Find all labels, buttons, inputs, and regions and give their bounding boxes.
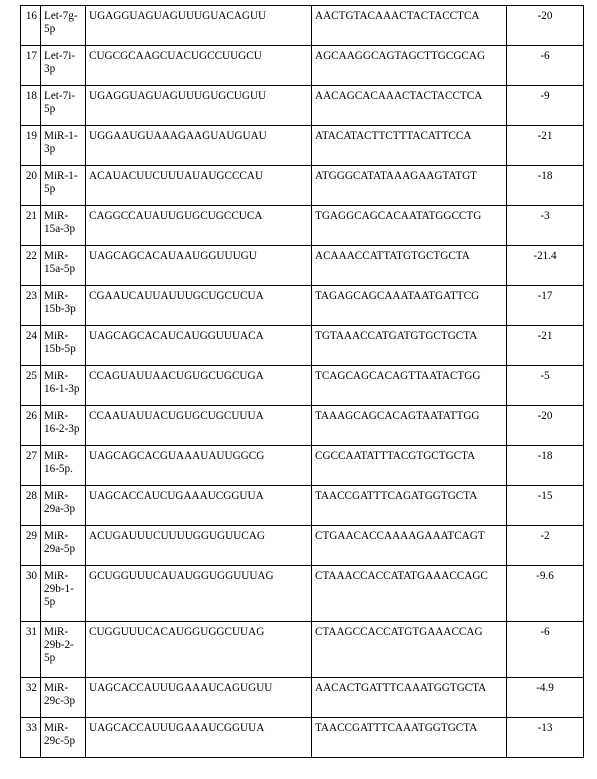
energy-value: -6 [507, 46, 584, 86]
complement-sequence: ATGGGCATATAAAGAAGTATGT [312, 166, 507, 206]
complement-sequence: CTAAACCACCATATGAAACCAGC [312, 566, 507, 622]
energy-value: -17 [507, 286, 584, 326]
row-number: 25 [21, 366, 41, 406]
mirna-name: MiR-15a-3p [41, 206, 86, 246]
row-number: 26 [21, 406, 41, 446]
row-number: 31 [21, 622, 41, 678]
row-number: 23 [21, 286, 41, 326]
energy-value: -20 [507, 406, 584, 446]
table-row [21, 566, 584, 622]
complement-sequence: ATACATACTTCTTTACATTCCA [312, 126, 507, 166]
table-row [21, 86, 584, 126]
energy-value: -9 [507, 86, 584, 126]
row-number: 17 [21, 46, 41, 86]
mature-sequence: CUGGUUUCACAUGGUGGCUUAG [86, 622, 312, 678]
table-row [21, 166, 584, 206]
complement-sequence: AGCAAGGCAGTAGCTTGCGCAG [312, 46, 507, 86]
mirna-name: MiR-16-5p. [41, 446, 86, 486]
mature-sequence: CAGGCCAUAUUGUGCUGCCUCA [86, 206, 312, 246]
energy-value: -21.4 [507, 246, 584, 286]
complement-sequence: TAACCGATTTCAGATGGTGCTA [312, 486, 507, 526]
mature-sequence: CCAAUAUUACUGUGCUGCUUUA [86, 406, 312, 446]
row-number: 22 [21, 246, 41, 286]
mature-sequence: UGAGGUAGUAGUUUGUGCUGUU [86, 86, 312, 126]
energy-value: -3 [507, 206, 584, 246]
table-row [21, 678, 584, 718]
complement-sequence: TAGAGCAGCAAATAATGATTCG [312, 286, 507, 326]
row-number: 33 [21, 718, 41, 758]
table-row [21, 366, 584, 406]
row-number: 24 [21, 326, 41, 366]
energy-value: -21 [507, 126, 584, 166]
mirna-name: MiR-16-1-3p [41, 366, 86, 406]
energy-value: -5 [507, 366, 584, 406]
mature-sequence: ACAUACUUCUUUAUAUGCCCAU [86, 166, 312, 206]
energy-value: -13 [507, 718, 584, 758]
mirna-name: Let-7i-5p [41, 86, 86, 126]
row-number: 18 [21, 86, 41, 126]
complement-sequence: TGAGGCAGCACAATATGGCCTG [312, 206, 507, 246]
mature-sequence: UAGCACCAUCUGAAAUCGGUUA [86, 486, 312, 526]
energy-value: -18 [507, 446, 584, 486]
row-number: 30 [21, 566, 41, 622]
table-row [21, 326, 584, 366]
row-number: 32 [21, 678, 41, 718]
mirna-name: MiR-1-3p [41, 126, 86, 166]
energy-value: -15 [507, 486, 584, 526]
row-number: 28 [21, 486, 41, 526]
mirna-name: MiR-15b-5p [41, 326, 86, 366]
energy-value: -6 [507, 622, 584, 678]
complement-sequence: TGTAAACCATGATGTGCTGCTA [312, 326, 507, 366]
complement-sequence: TAAAGCAGCACAGTAATATTGG [312, 406, 507, 446]
mirna-name: MiR-29b-1-5p [41, 566, 86, 622]
row-number: 19 [21, 126, 41, 166]
complement-sequence: TAACCGATTTCAAATGGTGCTA [312, 718, 507, 758]
table-row [21, 718, 584, 758]
mature-sequence: UAGCACCAUUUGAAAUCAGUGUU [86, 678, 312, 718]
mirna-table [20, 5, 584, 758]
energy-value: -18 [507, 166, 584, 206]
mirna-name: MiR-29b-2-5p [41, 622, 86, 678]
row-number: 20 [21, 166, 41, 206]
mature-sequence: UAGCAGCACAUAAUGGUUUGU [86, 246, 312, 286]
mirna-name: MiR-15a-5p [41, 246, 86, 286]
table-row [21, 126, 584, 166]
table-body [21, 6, 584, 758]
complement-sequence: ACAAACCATTATGTGCTGCTA [312, 246, 507, 286]
row-number: 16 [21, 6, 41, 46]
row-number: 21 [21, 206, 41, 246]
complement-sequence: CTGAACACCAAAAGAAATCAGT [312, 526, 507, 566]
table-row [21, 486, 584, 526]
table-row [21, 206, 584, 246]
mirna-name: MiR-29a-5p [41, 526, 86, 566]
energy-value: -2 [507, 526, 584, 566]
mature-sequence: CUGCGCAAGCUACUGCCUUGCU [86, 46, 312, 86]
mirna-name: MiR-1-5p [41, 166, 86, 206]
energy-value: -20 [507, 6, 584, 46]
energy-value: -9.6 [507, 566, 584, 622]
mirna-name: MiR-29c-5p [41, 718, 86, 758]
table-row [21, 246, 584, 286]
table-row [21, 6, 584, 46]
mature-sequence: UGAGGUAGUAGUUUGUACAGUU [86, 6, 312, 46]
mature-sequence: UAGCAGCACAUCAUGGUUUACA [86, 326, 312, 366]
row-number: 29 [21, 526, 41, 566]
complement-sequence: AACACTGATTTCAAATGGTGCTA [312, 678, 507, 718]
complement-sequence: CGCCAATATTTACGTGCTGCTA [312, 446, 507, 486]
mature-sequence: UAGCAGCACGUAAAUAUUGGCG [86, 446, 312, 486]
table-row [21, 46, 584, 86]
mature-sequence: UGGAAUGUAAAGAAGUAUGUAU [86, 126, 312, 166]
complement-sequence: TCAGCAGCACAGTTAATACTGG [312, 366, 507, 406]
mirna-name: MiR-29c-3p [41, 678, 86, 718]
table-row [21, 406, 584, 446]
mature-sequence: CCAGUAUUAACUGUGCUGCUGA [86, 366, 312, 406]
mirna-name: MiR-29a-3p [41, 486, 86, 526]
complement-sequence: CTAAGCCACCATGTGAAACCAG [312, 622, 507, 678]
complement-sequence: AACAGCACAAACTACTACCTCA [312, 86, 507, 126]
mature-sequence: ACUGAUUUCUUUUGGUGUUCAG [86, 526, 312, 566]
table-row [21, 446, 584, 486]
row-number: 27 [21, 446, 41, 486]
table-row [21, 286, 584, 326]
energy-value: -4.9 [507, 678, 584, 718]
table-row [21, 622, 584, 678]
energy-value: -21 [507, 326, 584, 366]
mature-sequence: GCUGGUUUCAUAUGGUGGUUUAG [86, 566, 312, 622]
mirna-name: Let-7i-3p [41, 46, 86, 86]
mirna-name: MiR-15b-3p [41, 286, 86, 326]
mirna-name: MiR-16-2-3p [41, 406, 86, 446]
mirna-name: Let-7g-5p [41, 6, 86, 46]
mature-sequence: CGAAUCAUUAUUUGCUGCUCUA [86, 286, 312, 326]
complement-sequence: AACTGTACAAACTACTACCTCA [312, 6, 507, 46]
table-row [21, 526, 584, 566]
mature-sequence: UAGCACCAUUUGAAAUCGGUUA [86, 718, 312, 758]
